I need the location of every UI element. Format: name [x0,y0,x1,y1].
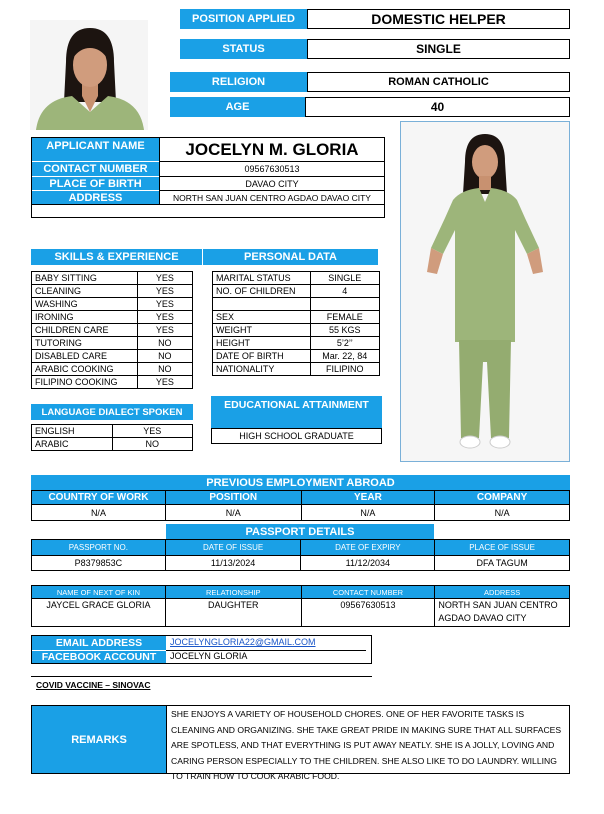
personal-row [213,272,380,285]
kin-header: RELATIONSHIP [165,586,301,599]
skill-value: NO [137,363,192,376]
email-link[interactable]: JOCELYNGLORIA22@GMAIL.COM [170,637,316,647]
skill-value: YES [137,298,192,311]
kin-header: ADDRESS [435,586,570,599]
contact-number-label: CONTACT NUMBER [32,161,159,176]
skill-row [32,272,193,285]
personal-label: HEIGHT [213,337,311,350]
applicant-info [31,137,385,218]
employment-cell: N/A [301,505,435,521]
employment-title: PREVIOUS EMPLOYMENT ABROAD [31,475,570,490]
skill-value: YES [137,272,192,285]
skill-label: CLEANING [32,285,138,298]
kin-header: NAME OF NEXT OF KIN [32,586,166,599]
personal-value: SINGLE [310,272,379,285]
employment-header: COMPANY [435,491,570,505]
personal-row [213,324,380,337]
skill-row [32,350,193,363]
divider-line [31,676,372,677]
skill-label: BABY SITTING [32,272,138,285]
facebook-value: JOCELYN GLORIA [166,650,366,663]
personal-value: FEMALE [310,311,379,324]
language-label: ENGLISH [32,425,113,438]
skill-label: WASHING [32,298,138,311]
language-table [31,424,193,451]
remarks-block [31,705,570,781]
portrait-photo [30,20,148,130]
passport-cell: 11/12/2034 [301,556,435,571]
personal-label: SEX [213,311,311,324]
status-value: SINGLE [307,39,570,59]
passport-cell: DFA TAGUM [435,556,570,571]
language-value: YES [112,425,192,438]
personal-value: 55 KGS [310,324,379,337]
language-row [32,438,193,451]
position-applied-label: POSITION APPLIED [180,9,307,29]
skills-table [31,271,193,389]
contact-block [31,635,372,664]
status-label: STATUS [180,39,307,59]
skill-value: YES [137,324,192,337]
age-label: AGE [170,97,305,117]
skills-title: SKILLS & EXPERIENCE [31,249,202,265]
skill-row [32,324,193,337]
employment-cell: N/A [32,505,166,521]
skill-value: YES [137,311,192,324]
religion-label: RELIGION [170,72,307,92]
passport-title: PASSPORT DETAILS [166,524,434,539]
personal-label: DATE OF BIRTH [213,350,311,363]
personal-row [213,311,380,324]
kin-table [31,585,570,627]
kin-header: CONTACT NUMBER [301,586,435,599]
religion-value: ROMAN CATHOLIC [307,72,570,92]
covid-vaccine: COVID VACCINE – SINOVAC [36,680,151,690]
kin-cell: 09567630513 [301,599,435,627]
language-title: LANGUAGE DIALECT SPOKEN [31,404,193,420]
age-value: 40 [305,97,570,117]
personal-label [213,298,311,311]
skill-value: YES [137,285,192,298]
personal-label: NATIONALITY [213,363,311,376]
skill-row [32,298,193,311]
personal-value: 5’2’’ [310,337,379,350]
applicant-name-label: APPLICANT NAME [32,138,159,161]
skill-label: CHILDREN CARE [32,324,138,337]
applicant-name: JOCELYN M. GLORIA [159,138,384,161]
personal-value: 4 [310,285,379,298]
personal-data-table [212,271,380,376]
employment-header: COUNTRY OF WORK [32,491,166,505]
skill-value: YES [137,376,192,389]
skill-label: FILIPINO COOKING [32,376,138,389]
place-of-birth-label: PLACE OF BIRTH [32,176,159,190]
remarks-text: SHE ENJOYS A VARIETY OF HOUSEHOLD CHORES. ONE OF HER FAVORITE TASKS IS CLEANING AND ORGANIZING. SHE TAKE GREAT PRIDE IN MAKING SURE THAT ALL SURFACES ARE SPOTLESS, AND THAT EVERYTHING IS PUT AWAY NEATLY. SHE IS A JOLLY, LOVING AND CARING PERSON ESPECIALLY TO THE CHILDREN. SHE ALSO LIKE TO DO LAUNDRY. WILLING TO TRAIN HOW TO COOK ARABIC FOOD. [166,706,569,773]
address-extra-row [32,204,384,217]
skill-row [32,337,193,350]
language-label: ARABIC [32,438,113,451]
contact-number: 09567630513 [159,161,384,176]
passport-cell: 11/13/2024 [165,556,301,571]
kin-cell: NORTH SAN JUAN CENTRO AGDAO DAVAO CITY [435,599,570,627]
skill-row [32,311,193,324]
employment-header: POSITION [165,491,301,505]
personal-row [213,363,380,376]
passport-header: PASSPORT NO. [32,540,166,556]
skill-value: NO [137,337,192,350]
skill-label: DISABLED CARE [32,350,138,363]
passport-header: DATE OF ISSUE [165,540,301,556]
skill-row [32,363,193,376]
passport-header: PLACE OF ISSUE [435,540,570,556]
personal-value: Mar. 22, 84 [310,350,379,363]
personal-label: MARITAL STATUS [213,272,311,285]
skill-row [32,285,193,298]
personal-row [213,298,380,311]
remarks-label: REMARKS [32,706,166,773]
education-title: EDUCATIONAL ATTAINMENT [211,396,382,428]
employment-cell: N/A [435,505,570,521]
skill-row [32,376,193,389]
employment-header: YEAR [301,491,435,505]
skill-label: TUTORING [32,337,138,350]
personal-row [213,337,380,350]
personal-data-title: PERSONAL DATA [203,249,378,265]
passport-table [31,539,570,571]
personal-value: FILIPINO [310,363,379,376]
personal-row [213,350,380,363]
kin-cell: JAYCEL GRACE GLORIA [32,599,166,627]
language-value: NO [112,438,192,451]
full-body-photo [400,121,570,462]
language-row [32,425,193,438]
passport-header: DATE OF EXPIRY [301,540,435,556]
employment-table [31,490,570,521]
email-label: EMAIL ADDRESS [32,636,166,650]
personal-value [310,298,379,311]
facebook-label: FACEBOOK ACCOUNT [32,650,166,663]
passport-cell: P8379853C [32,556,166,571]
skill-value: NO [137,350,192,363]
skill-label: ARABIC COOKING [32,363,138,376]
education-value: HIGH SCHOOL GRADUATE [211,428,382,444]
address-label: ADDRESS [32,190,159,204]
personal-label: WEIGHT [213,324,311,337]
place-of-birth: DAVAO CITY [159,176,384,190]
skill-label: IRONING [32,311,138,324]
address: NORTH SAN JUAN CENTRO AGDAO DAVAO CITY [159,190,384,204]
kin-cell: DAUGHTER [165,599,301,627]
personal-row [213,285,380,298]
employment-cell: N/A [165,505,301,521]
position-applied-value: DOMESTIC HELPER [307,9,570,29]
personal-label: NO. OF CHILDREN [213,285,311,298]
